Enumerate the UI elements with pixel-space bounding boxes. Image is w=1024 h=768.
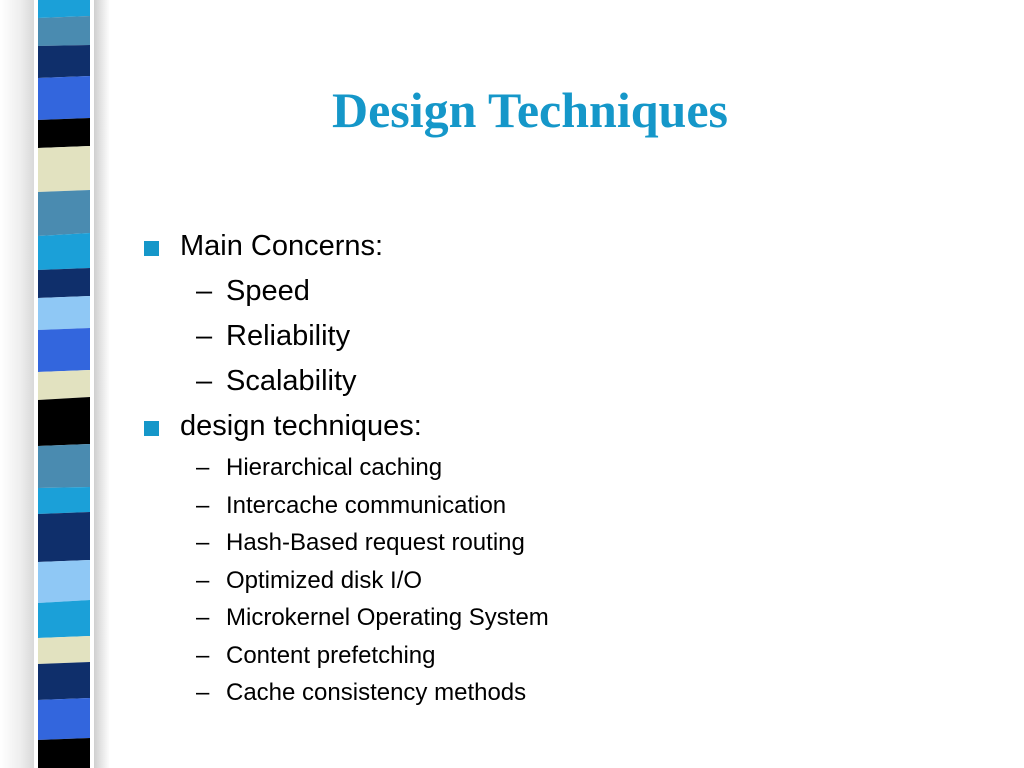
sub-bullet-label: Microkernel Operating System bbox=[226, 604, 549, 631]
sub-bullet-label: Intercache communication bbox=[226, 491, 507, 519]
sub-bullet-label: Hierarchical caching bbox=[226, 454, 443, 481]
sub-bullet bbox=[140, 524, 1000, 562]
decorative-stripe-column bbox=[0, 0, 120, 768]
dash-icon: – bbox=[196, 454, 210, 481]
dash-icon: – bbox=[196, 566, 210, 594]
stripe-pattern bbox=[0, 0, 120, 768]
dash-icon: – bbox=[196, 275, 213, 307]
slide-content bbox=[140, 224, 1000, 712]
dash-icon: – bbox=[196, 491, 210, 519]
dash-icon: – bbox=[196, 365, 213, 397]
dash-icon: – bbox=[196, 529, 210, 556]
sub-bullet bbox=[140, 599, 1000, 637]
bullet-label: design techniques: bbox=[180, 410, 422, 442]
sub-bullet bbox=[140, 674, 1000, 712]
bullet-label: Main Concerns: bbox=[180, 230, 384, 262]
sub-bullet-label: Speed bbox=[226, 275, 310, 307]
dash-icon: – bbox=[196, 320, 213, 352]
dash-icon: – bbox=[196, 679, 210, 706]
sub-bullet bbox=[140, 562, 1000, 600]
sub-bullet-label: Optimized disk I/O bbox=[226, 566, 423, 594]
dash-icon: – bbox=[196, 641, 210, 669]
square-bullet-icon bbox=[144, 241, 159, 256]
square-bullet-icon bbox=[144, 421, 159, 436]
bullet-main-concerns bbox=[140, 224, 1000, 269]
sub-bullet-label: Reliability bbox=[226, 320, 351, 352]
slide-title: Design Techniques bbox=[332, 82, 728, 138]
sub-bullet bbox=[140, 269, 1000, 314]
sub-bullet bbox=[140, 314, 1000, 359]
sub-bullet bbox=[140, 359, 1000, 404]
sub-bullet bbox=[140, 449, 1000, 487]
sub-bullet-label: Content prefetching bbox=[226, 641, 436, 669]
sub-bullet-label: Hash-Based request routing bbox=[226, 529, 525, 556]
sub-bullet bbox=[140, 487, 1000, 525]
sub-bullet-label: Cache consistency methods bbox=[226, 679, 527, 706]
sub-bullet-label: Scalability bbox=[226, 365, 357, 397]
sub-bullet bbox=[140, 637, 1000, 675]
dash-icon: – bbox=[196, 604, 210, 631]
bullet-design-techniques bbox=[140, 404, 1000, 449]
